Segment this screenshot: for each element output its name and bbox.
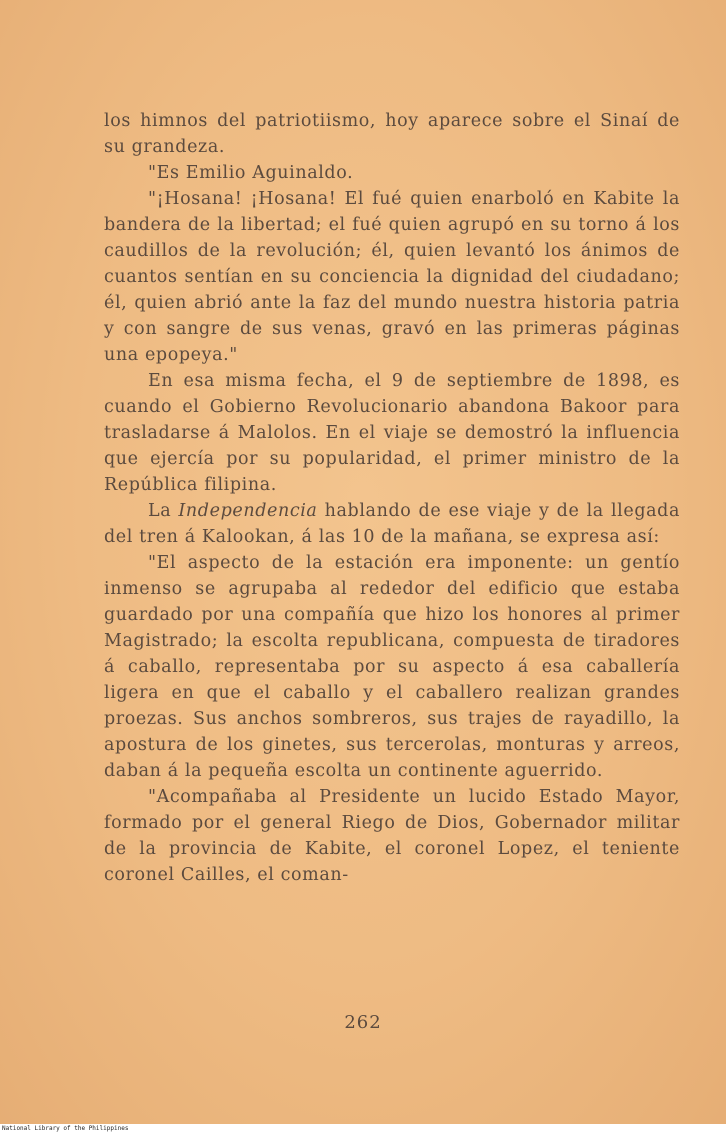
page-number: 262 xyxy=(344,1012,382,1033)
paragraph-1: los himnos del patriotiismo, hoy aparece sobre el Sinaí de su grandeza. xyxy=(104,111,680,157)
paragraph-7: "Acompañaba al Presidente un lucido Estado Mayor, formado por el general Riego de Dios, Gobernador militar de la provincia de Kabite, el coronel Lopez, el teniente coronel Cailles, el coman- xyxy=(104,787,680,885)
paragraph-6: "El aspecto de la estación era imponente: un gentío inmenso se agrupaba al rededor del edificio que estaba guardado por una compañía que hizo los honores al primer Magistrado; la escolta republicana, compuesta de tiradores á caballo, representaba por su aspecto á esa caballería ligera en que el caballo y el caballero realizan grandes proezas. Sus anchos sombreros, sus trajes de rayadillo, la apostura de los ginetes, sus tercerolas, monturas y arreos, daban á la pequeña escolta un continente aguerrido. xyxy=(104,553,680,781)
paragraph-5-end: hablando de ese viaje y de la llegada del tren á Kalookan, á las 10 de la mañana, se expresa así: xyxy=(104,501,680,547)
paragraph-5-start: La xyxy=(148,501,179,521)
paragraph-3: "¡Hosana! ¡Hosana! El fué quien enarboló en Kabite la bandera de la libertad; el fué quien agrupó en su torno á los caudillos de la revolución; él, quien levantó los ánimos de cuantos sentían en su conciencia la dignidad del ciudadano; él, quien abrió ante la faz del mundo nuestra historia patria y con sangre de sus venas, gravó en las primeras páginas una epopeya." xyxy=(104,189,680,365)
paragraph-2: "Es Emilio Aguinaldo. xyxy=(148,163,354,183)
library-credit: National Library of the Philippines xyxy=(2,1125,129,1132)
paragraph-4: En esa misma fecha, el 9 de septiembre de 1898, es cuando el Gobierno Revolucionario abandona Bakoor para trasladarse á Malolos. En el viaje se demostró la influencia que ejercía por su popularidad, el primer ministro de la República filipina. xyxy=(104,371,680,495)
body-text xyxy=(104,108,680,888)
paragraph-5 xyxy=(104,498,680,550)
newspaper-title: Independencia xyxy=(178,501,318,521)
